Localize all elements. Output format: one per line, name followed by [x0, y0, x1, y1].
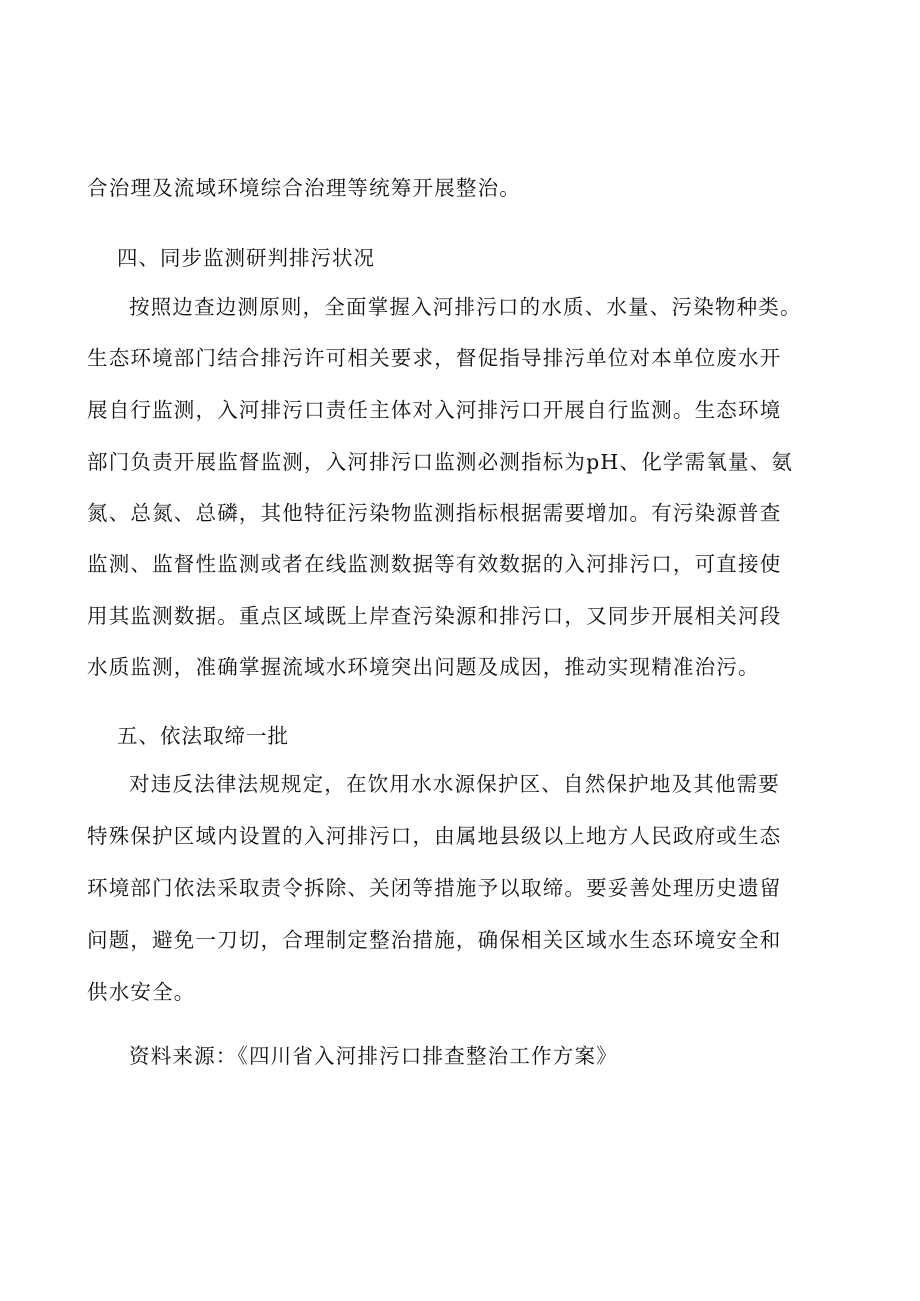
section5-line-1: 对违反法律法规规定，在饮用水水源保护区、自然保护地及其他需要 [129, 772, 780, 796]
section4-line-4: 部门负责开展监督监测，入河排污口监测必测指标为pH、化学需氧量、氨 [87, 450, 794, 474]
section4-line-3: 展自行监测，入河排污口责任主体对入河排污口开展自行监测。生态环境 [87, 398, 782, 422]
section5-line-2: 特殊保护区域内设置的入河排污口，由属地县级以上地方人民政府或生态 [87, 824, 782, 848]
section4-line-2: 生态环境部门结合排污许可相关要求，督促指导排污单位对本单位废水开 [87, 346, 782, 370]
section5-line-4: 问题，避免一刀切，合理制定整治措施，确保相关区域水生态环境安全和 [87, 928, 782, 952]
section5-line-5: 供水安全。 [87, 980, 196, 1004]
section-heading-5: 五、依法取缔一批 [117, 724, 289, 748]
section4-line-6: 监测、监督性监测或者在线监测数据等有效数据的入河排污口，可直接使 [87, 552, 782, 576]
section4-line-8: 水质监测，准确掌握流域水环境突出问题及成因，推动实现精准治污。 [87, 655, 760, 679]
source-citation: 资料来源：《四川省入河排污口排查整治工作方案》 [129, 1044, 618, 1068]
paragraph-continuation: 合治理及流域环境综合治理等统筹开展整治。 [87, 176, 521, 200]
section4-line-7: 用其监测数据。重点区域既上岸查污染源和排污口，又同步开展相关河段 [87, 604, 782, 628]
section4-line-5: 氮、总氮、总磷，其他特征污染物监测指标根据需要增加。有污染源普查 [87, 501, 782, 525]
section4-line-1: 按照边查边测原则，全面掌握入河排污口的水质、水量、污染物种类。 [129, 295, 802, 319]
section-heading-4: 四、同步监测研判排污状况 [117, 246, 375, 270]
section5-line-3: 环境部门依法采取责令拆除、关闭等措施予以取缔。要妥善处理历史遗留 [87, 876, 782, 900]
